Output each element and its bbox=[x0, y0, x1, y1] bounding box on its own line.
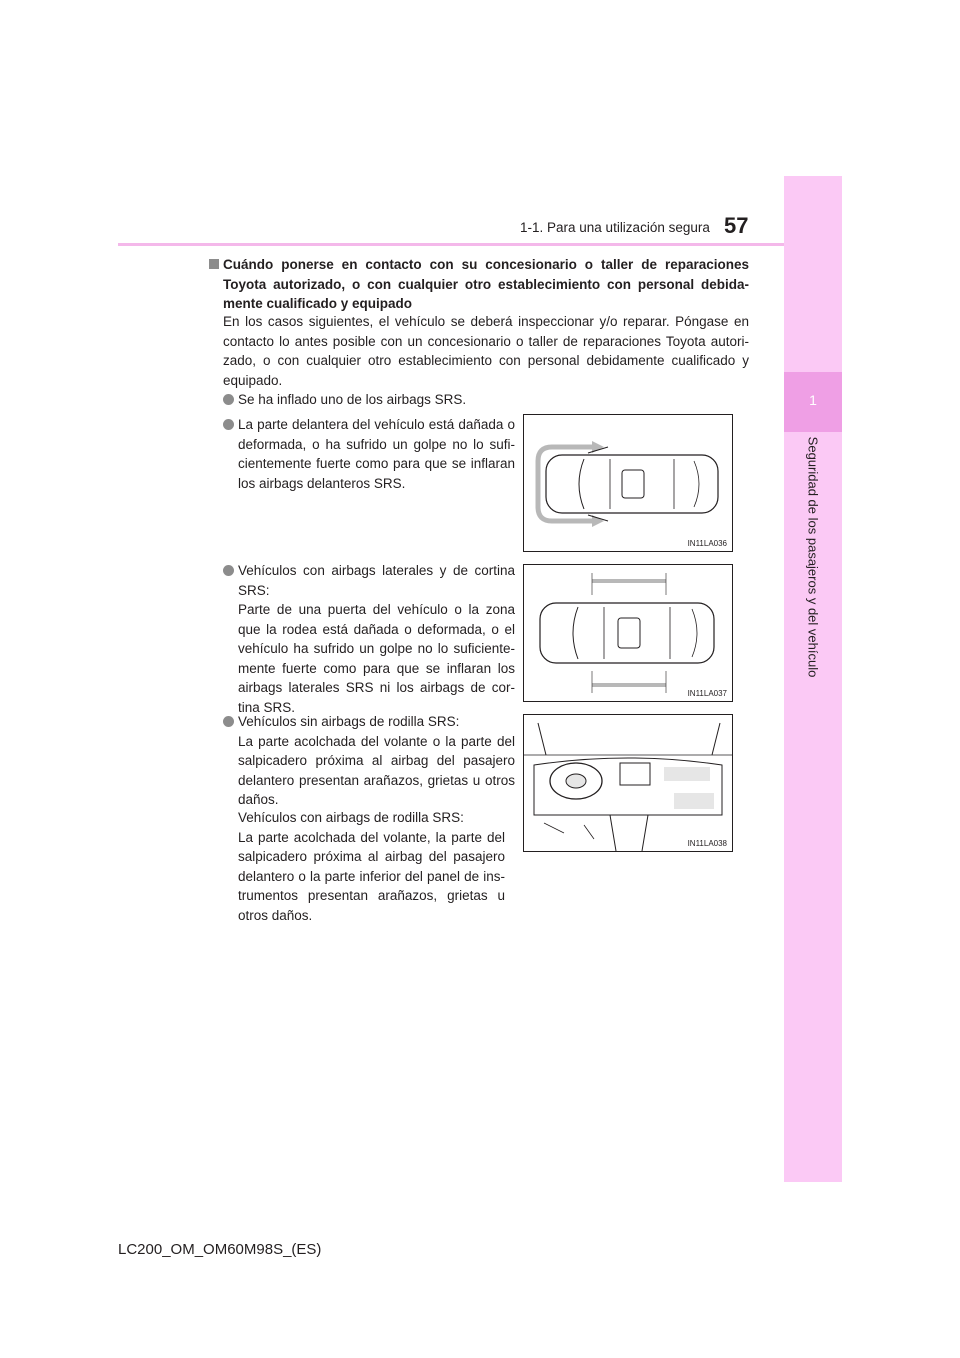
header-divider bbox=[118, 243, 784, 246]
car-top-view-side-illustration bbox=[524, 565, 732, 701]
list-item bbox=[223, 390, 749, 410]
figure-front-damage bbox=[523, 414, 733, 552]
section-heading-text: Cuándo ponerse en contacto con su concesionario o taller de reparaciones Toyota autorizado, o con cualquier otro establecimiento con personal debida-mente cualificado y equipado bbox=[223, 257, 749, 311]
bullet-icon bbox=[223, 565, 234, 576]
figure-dashboard bbox=[523, 714, 733, 852]
section-title: 1-1. Para una utilización segura bbox=[520, 220, 710, 235]
dashboard-interior-illustration bbox=[524, 715, 732, 851]
list-item bbox=[223, 561, 515, 717]
bullet-icon bbox=[223, 419, 234, 430]
section-heading bbox=[209, 255, 749, 314]
car-top-view-front-illustration bbox=[524, 415, 732, 551]
knee-airbag-paragraph: Vehículos con airbags de rodilla SRS: La parte acolchada del volante, la parte del salpicadero próxima al airbag del pasajero delantero o la parte inferior del panel de ins-trumentos presentan arañazos, grietas u otros daños. bbox=[238, 810, 505, 923]
figure-side-damage bbox=[523, 564, 733, 702]
bullet-icon bbox=[223, 394, 234, 405]
figure-code: IN11LA036 bbox=[687, 539, 727, 548]
list-item-text: La parte delantera del vehículo está dañada o deformada, o ha sufrido un golpe no lo sufi-cientemente fuerte como para que se inflaran los airbags delanteros SRS. bbox=[238, 417, 515, 491]
figure-code: IN11LA037 bbox=[687, 689, 727, 698]
bullet-icon bbox=[223, 716, 234, 727]
square-bullet-icon bbox=[209, 259, 219, 269]
figure-code: IN11LA038 bbox=[687, 839, 727, 848]
list-item-text: Se ha inflado uno de los airbags SRS. bbox=[238, 392, 467, 407]
chapter-title: Seguridad de los pasajeros y del vehículo bbox=[805, 436, 821, 678]
list-item-text: Vehículos sin airbags de rodilla SRS: La parte acolchada del volante o la parte del salpicadero próxima al airbag del pasajero delantero presentan arañazos, grietas u otros daños. bbox=[238, 714, 515, 807]
chapter-side-tab bbox=[784, 176, 842, 1182]
page-number: 57 bbox=[724, 213, 749, 238]
document-code-footer: LC200_OM_OM60M98S_(ES) bbox=[118, 1241, 322, 1258]
list-item bbox=[223, 415, 515, 493]
list-item bbox=[223, 712, 515, 810]
intro-paragraph: En los casos siguientes, el vehículo se deberá inspeccionar y/o reparar. Póngase en contacto lo antes posible con un concesionario o taller de reparaciones Toyota autori-zado, o con cualquier otro establecimiento con personal debidamente cualificado y equipado. bbox=[223, 314, 749, 388]
list-item-text: Vehículos con airbags laterales y de cortina SRS: Parte de una puerta del vehículo o la zona que la rodea está dañada o deformada, o el vehículo ha sufrido un golpe no lo suficiente-mente fuerte como para que se inflaran los airbags laterales SRS ni los airbags de cor-tina SRS. bbox=[238, 563, 515, 715]
chapter-number: 1 bbox=[809, 392, 817, 408]
